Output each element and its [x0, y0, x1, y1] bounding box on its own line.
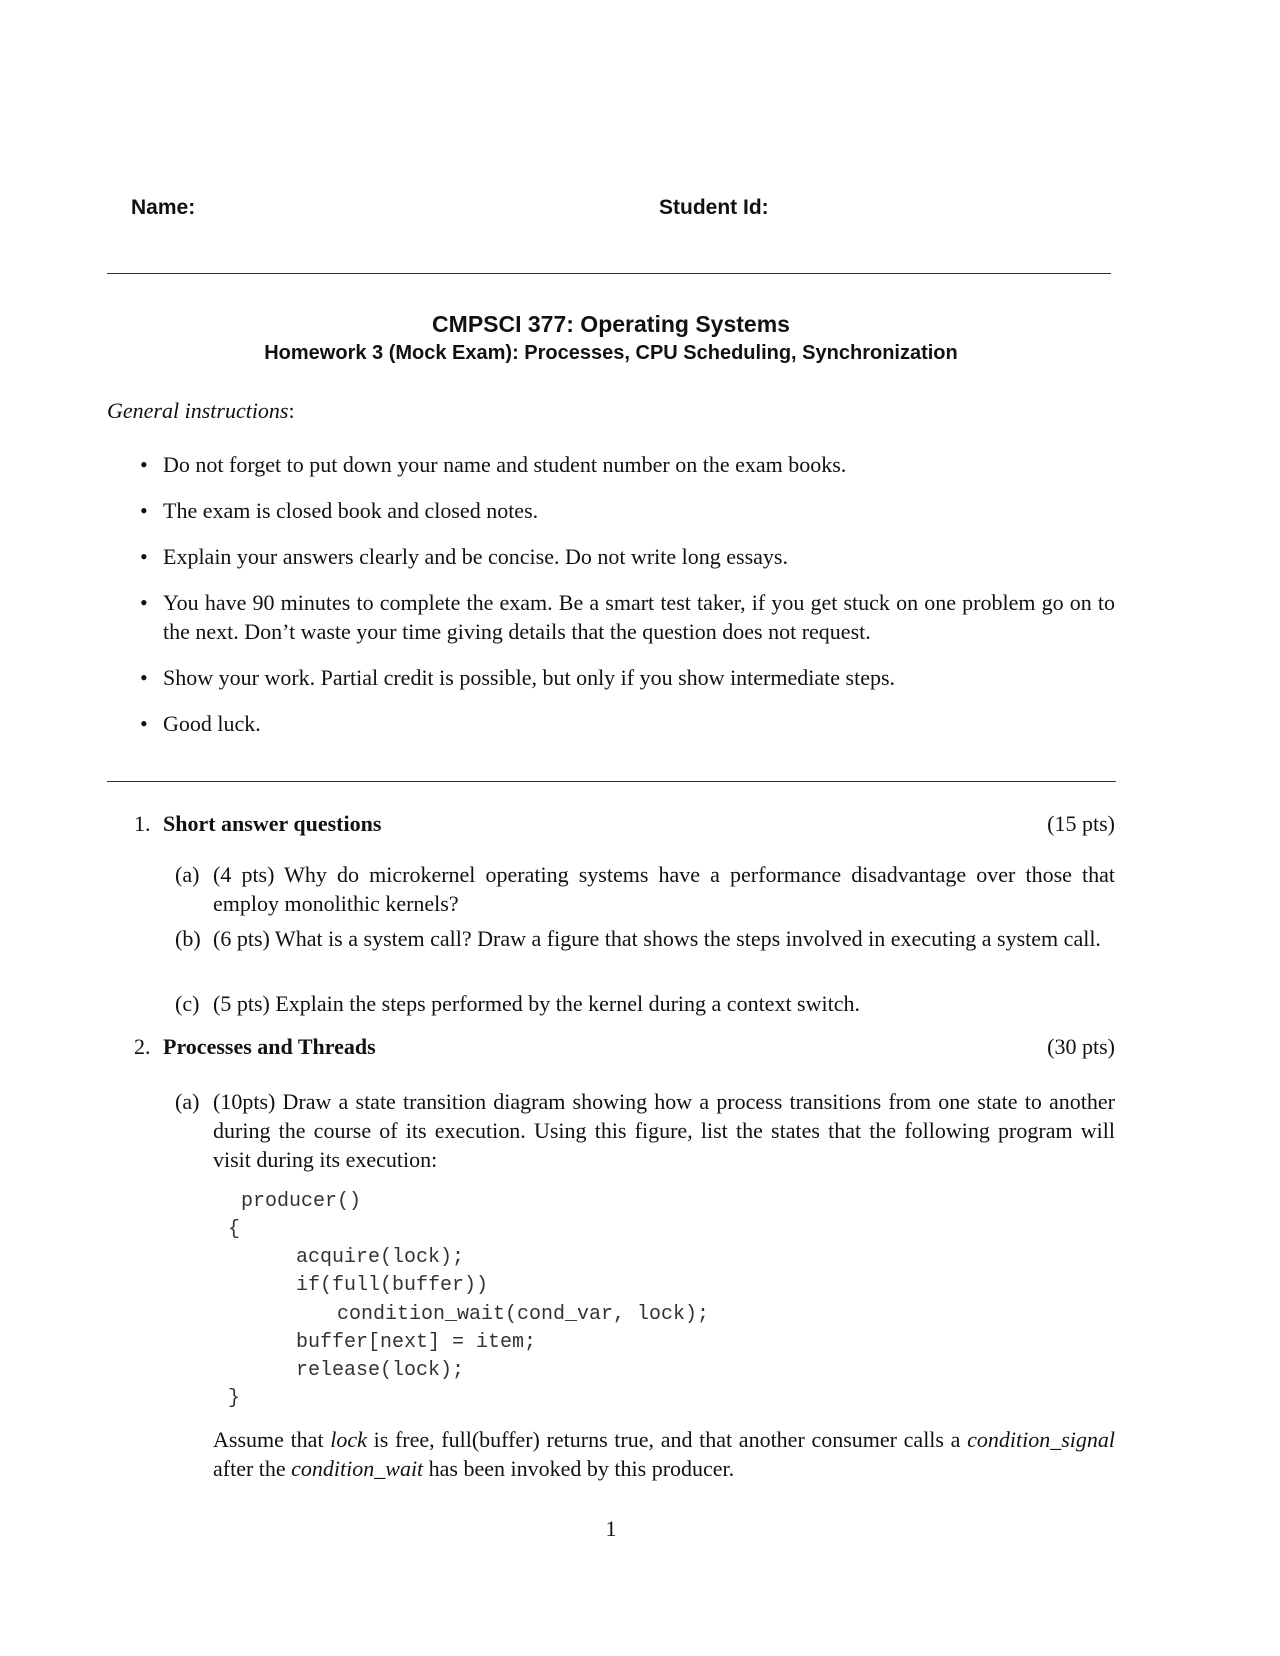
- part-label: (a): [175, 862, 200, 887]
- part-label: (a): [175, 1089, 200, 1114]
- part-text: (5 pts) Explain the steps performed by the kernel during a context switch.: [213, 991, 860, 1016]
- page-title: CMPSCI 377: Operating Systems: [432, 311, 790, 337]
- bullet-icon: •: [140, 711, 148, 736]
- code-line: release(lock);: [296, 1359, 465, 1382]
- part-label: (b): [175, 926, 201, 951]
- part-text: (10pts) Draw a state transition diagram showing how a process transitions from one state to another during the course of its execution. Using this figure, list the states that the following program will visit during its execution:: [213, 1089, 1115, 1172]
- instruction-item: • Do not forget to put down your name and student number on the exam books.: [140, 452, 847, 477]
- code-line: producer(): [241, 1190, 362, 1213]
- page-subtitle: Homework 3 (Mock Exam): Processes, CPU Scheduling, Synchronization: [264, 342, 958, 364]
- code-line: if(full(buffer)): [296, 1274, 489, 1297]
- code-line: buffer[next] = item;: [296, 1331, 537, 1354]
- instruction-item: • Show your work. Partial credit is possible, but only if you show intermediate steps.: [140, 665, 896, 690]
- part-text: (4 pts) Why do microkernel operating systems have a performance disadvantage over those that employ monolithic kernels?: [213, 862, 1115, 916]
- code-line: {: [228, 1218, 241, 1241]
- instruction-item: • Explain your answers clearly and be concise. Do not write long essays.: [140, 544, 788, 569]
- bullet-icon: •: [140, 590, 148, 615]
- assumption-text: Assume that lock is free, full(buffer) returns true, and that another consumer calls a condition_signal after the condition_wait has been invoked by this producer.: [213, 1427, 1115, 1481]
- bullet-icon: •: [140, 452, 148, 477]
- general-instructions-label: General instructions: [107, 398, 289, 423]
- bullet-icon: •: [140, 665, 148, 690]
- general-instructions-heading: General instructions:: [107, 398, 295, 423]
- code-line: acquire(lock);: [296, 1246, 465, 1269]
- code-line: }: [228, 1387, 241, 1410]
- instruction-item: • Good luck.: [140, 711, 261, 736]
- question-title: Processes and Threads: [163, 1034, 376, 1059]
- bullet-icon: •: [140, 498, 148, 523]
- page-number: 1: [605, 1516, 617, 1541]
- instruction-item: • You have 90 minutes to complete the exam. Be a smart test taker, if you get stuck on one problem go on to the next. Don’t waste your time giving details that the question does not request.: [140, 590, 1115, 644]
- instruction-item: • The exam is closed book and closed notes.: [140, 498, 539, 523]
- question-points: (15 pts): [1047, 811, 1115, 836]
- code-line: condition_wait(cond_var, lock);: [337, 1303, 710, 1326]
- question-title: Short answer questions: [163, 811, 382, 836]
- bullet-icon: •: [140, 544, 148, 569]
- part-text: (6 pts) What is a system call? Draw a figure that shows the steps involved in executing a system call.: [213, 926, 1101, 951]
- question-points: (30 pts): [1047, 1034, 1115, 1059]
- part-label: (c): [175, 991, 200, 1016]
- instructions-divider: [107, 781, 1116, 782]
- question-number: 2.: [134, 1034, 151, 1059]
- name-label: Name:: [131, 196, 196, 219]
- question-number: 1.: [134, 811, 151, 836]
- student-id-label: Student Id:: [659, 196, 769, 219]
- header-divider: [107, 273, 1111, 274]
